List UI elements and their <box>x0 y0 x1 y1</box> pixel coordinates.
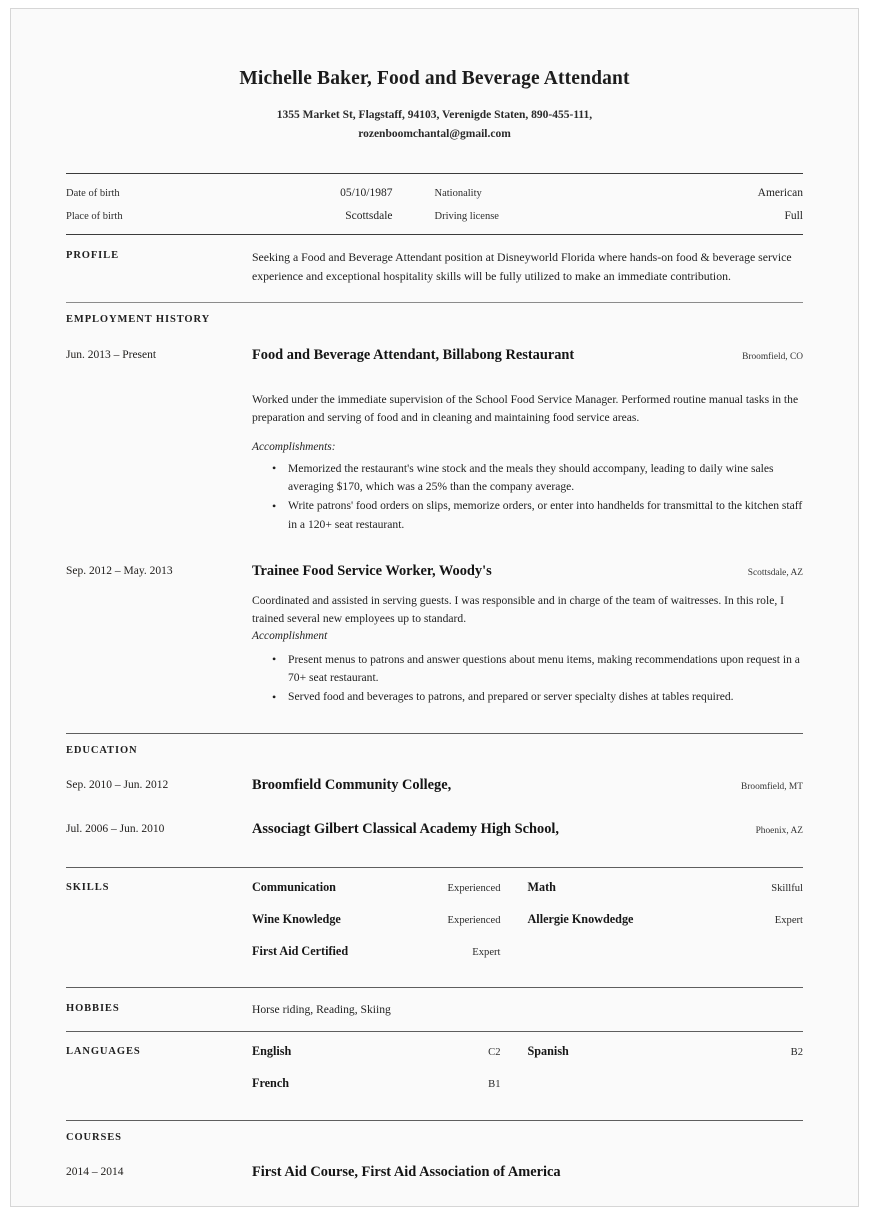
education-title-row <box>252 776 803 795</box>
resume-document <box>10 8 859 1207</box>
education-entry-body <box>252 776 803 795</box>
languages-section <box>66 1032 803 1103</box>
skill-level: Skillful <box>771 883 803 895</box>
employment-date: Sep. 2012 – May. 2013 <box>66 564 173 577</box>
skills-grid <box>252 880 803 959</box>
detail-cell-date-of-birth <box>66 187 435 199</box>
detail-value: 05/10/1987 <box>340 186 393 199</box>
personal-details-section <box>66 174 803 234</box>
skill-level: Experienced <box>447 883 501 895</box>
detail-value: Scottsdale <box>345 209 393 222</box>
profile-body <box>252 248 803 286</box>
accomplishments-label: Accomplishments: <box>252 440 336 453</box>
employment-header <box>66 303 803 328</box>
skill-level: Expert <box>774 915 803 927</box>
language-item <box>252 1044 528 1059</box>
employment-job-title: Trainee Food Service Worker, Woody's <box>252 562 492 579</box>
courses-header <box>66 1121 803 1146</box>
detail-label: Driving license <box>434 210 499 222</box>
resume-header <box>66 9 803 144</box>
detail-label: Nationality <box>434 187 482 199</box>
skill-item <box>528 880 804 895</box>
language-item <box>252 1076 528 1091</box>
education-entry <box>66 820 803 839</box>
language-name: Spanish <box>527 1044 569 1059</box>
education-title-row <box>252 820 803 839</box>
skill-level: Expert <box>472 947 501 959</box>
section-label-languages: LANGUAGES <box>66 1046 141 1058</box>
skill-item <box>528 912 804 927</box>
language-name: English <box>252 1044 292 1059</box>
section-label-profile: PROFILE <box>66 249 119 261</box>
language-item <box>528 1044 804 1059</box>
skill-name: First Aid Certified <box>252 944 349 959</box>
detail-cell-place-of-birth <box>66 210 435 222</box>
education-date: Jul. 2006 – Jun. 2010 <box>66 823 165 836</box>
language-name: French <box>252 1076 290 1091</box>
detail-row <box>66 187 803 199</box>
language-row <box>252 1076 803 1091</box>
employment-description: Coordinated and assisted in serving guests. I was responsible and in charge of the team of waitresses. In this role, I trained several new employees up to standard. <box>252 593 785 626</box>
employment-entry-body <box>252 346 803 535</box>
language-level: B1 <box>488 1079 501 1091</box>
education-entry-body <box>252 820 803 839</box>
hobbies-section <box>66 988 803 1031</box>
skill-name: Allergie Knowdedge <box>527 912 634 927</box>
section-label-hobbies: HOBBIES <box>66 1003 120 1015</box>
language-level: C2 <box>488 1047 501 1059</box>
section-label-skills: SKILLS <box>66 882 110 894</box>
skill-row <box>252 880 803 895</box>
employment-title-row <box>252 562 803 581</box>
list-item: • Write patrons' food orders on slips, memorize orders, or enter into handhelds for transmittal to the kitchen staff in a 120+ seat restaurant. <box>252 497 803 534</box>
skill-item <box>252 944 528 959</box>
contact-block <box>66 106 803 143</box>
skill-item <box>252 880 528 895</box>
accomplishments-list <box>252 460 803 534</box>
education-location: Phoenix, AZ <box>755 826 803 837</box>
detail-value: Full <box>784 209 803 222</box>
detail-label: Place of birth <box>66 210 123 222</box>
hobbies-body <box>252 1001 803 1018</box>
list-item: • Served food and beverages to patrons, and prepared or server specialty dishes at tables required. <box>252 688 803 706</box>
language-row <box>252 1044 803 1059</box>
section-label-courses: COURSES <box>66 1132 122 1144</box>
language-level: B2 <box>790 1047 803 1059</box>
detail-value: American <box>757 186 803 199</box>
accomplishments-label: Accomplishment <box>252 629 328 642</box>
section-label-employment-history: EMPLOYMENT HISTORY <box>66 313 211 325</box>
languages-grid <box>252 1044 803 1091</box>
education-entry <box>66 776 803 795</box>
employment-date: Jun. 2013 – Present <box>66 348 157 361</box>
skill-row <box>252 944 803 959</box>
profile-text: Seeking a Food and Beverage Attendant position at Disneyworld Florida where hands-on food & beverage service experience and exceptional hospitality skills will be fully utilized to make an immediate contribution. <box>252 249 792 283</box>
skill-name: Communication <box>252 880 336 895</box>
hobbies-text: Horse riding, Reading, Skiing <box>252 1003 391 1017</box>
education-school: Broomfield Community College, <box>252 776 452 793</box>
course-entry <box>66 1163 803 1182</box>
profile-section <box>66 235 803 302</box>
contact-address: 1355 Market St, Flagstaff, 94103, Verenigde Staten, 890-455-111, <box>276 109 593 122</box>
contact-email: rozenboomchantal@gmail.com <box>358 128 511 140</box>
course-title: First Aid Course, First Aid Association of America <box>252 1164 561 1181</box>
list-item: • Present menus to patrons and answer questions about menu items, making recommendations upon request in a 70+ seat restaurant. <box>252 651 803 688</box>
page-title: Michelle Baker, Food and Beverage Attendant <box>239 68 630 89</box>
skill-name: Wine Knowledge <box>252 912 341 927</box>
education-header <box>66 734 803 759</box>
detail-label: Date of birth <box>66 187 120 199</box>
skill-name: Math <box>527 880 556 895</box>
course-entry-body <box>252 1163 803 1182</box>
education-date: Sep. 2010 – Jun. 2012 <box>66 778 169 791</box>
employment-location: Broomfield, CO <box>742 351 803 362</box>
list-item: • Memorized the restaurant's wine stock and the meals they should accompany, leading to daily wine sales averaging $170, which was a 25% than the company average. <box>252 460 803 497</box>
employment-description: Worked under the immediate supervision of the School Food Service Manager. Performed routine manual tasks in the preparation and serving of food and in cleaning and maintaining food service areas. <box>252 392 799 425</box>
education-location: Broomfield, MT <box>741 781 803 792</box>
skill-row <box>252 912 803 927</box>
employment-entry <box>66 346 803 535</box>
detail-cell-nationality <box>435 187 804 199</box>
section-label-education: EDUCATION <box>66 744 138 756</box>
employment-job-title: Food and Beverage Attendant, Billabong Restaurant <box>252 346 575 363</box>
skill-item <box>252 912 528 927</box>
employment-location: Scottsdale, AZ <box>747 567 803 578</box>
education-school: Associagt Gilbert Classical Academy High School, <box>252 821 559 838</box>
course-date: 2014 – 2014 <box>66 1166 124 1179</box>
employment-title-row <box>252 346 803 365</box>
accomplishments-list <box>252 651 803 707</box>
employment-entry-body <box>252 562 803 708</box>
employment-entry <box>66 562 803 708</box>
skill-level: Experienced <box>447 915 501 927</box>
skills-section <box>66 868 803 971</box>
detail-cell-driving-license <box>435 210 804 222</box>
detail-row <box>66 210 803 222</box>
